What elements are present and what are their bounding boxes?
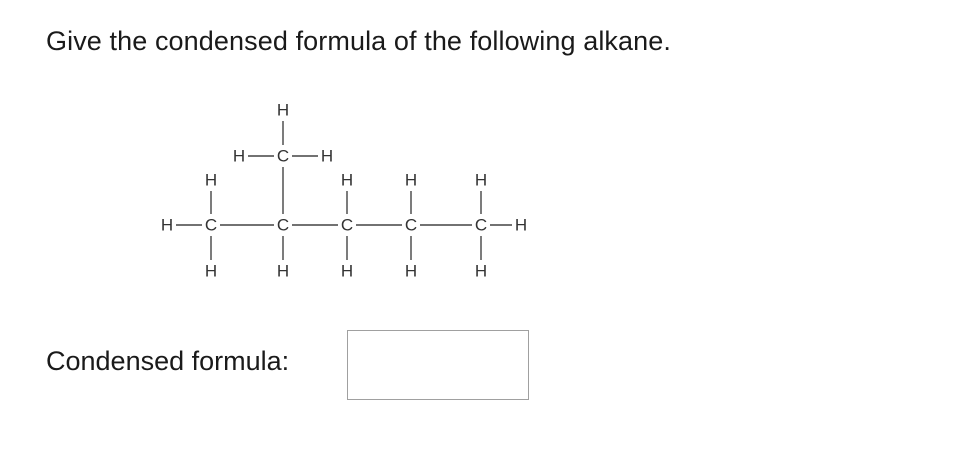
atom-h-bot-c5: H [474, 261, 488, 281]
condensed-formula-input[interactable] [347, 330, 529, 400]
atom-h-top-c1: H [204, 170, 218, 190]
atom-h-top-c4: H [404, 170, 418, 190]
structural-formula-diagram [150, 96, 540, 296]
atom-c3: C [340, 215, 354, 235]
atom-c4: C [404, 215, 418, 235]
condensed-formula-label: Condensed formula: [46, 346, 290, 376]
atom-h-bot-c4: H [404, 261, 418, 281]
question-text: Give the condensed formula of the following alkane. [46, 26, 671, 56]
atom-h-left-branch: H [232, 146, 246, 166]
atom-c5: C [474, 215, 488, 235]
atom-c-branch: C [276, 146, 290, 166]
atom-h-bot-c3: H [340, 261, 354, 281]
atom-h-bot-c2: H [276, 261, 290, 281]
atom-h-top-c3: H [340, 170, 354, 190]
atom-h-right-end: H [514, 215, 528, 235]
atom-c1: C [204, 215, 218, 235]
atom-h-right-branch: H [320, 146, 334, 166]
atom-h-bot-c1: H [204, 261, 218, 281]
atom-h-left-end: H [160, 215, 174, 235]
atom-h-top-branch: H [276, 100, 290, 120]
atom-c2: C [276, 215, 290, 235]
atom-h-top-c5: H [474, 170, 488, 190]
molecule-svg [150, 96, 540, 296]
